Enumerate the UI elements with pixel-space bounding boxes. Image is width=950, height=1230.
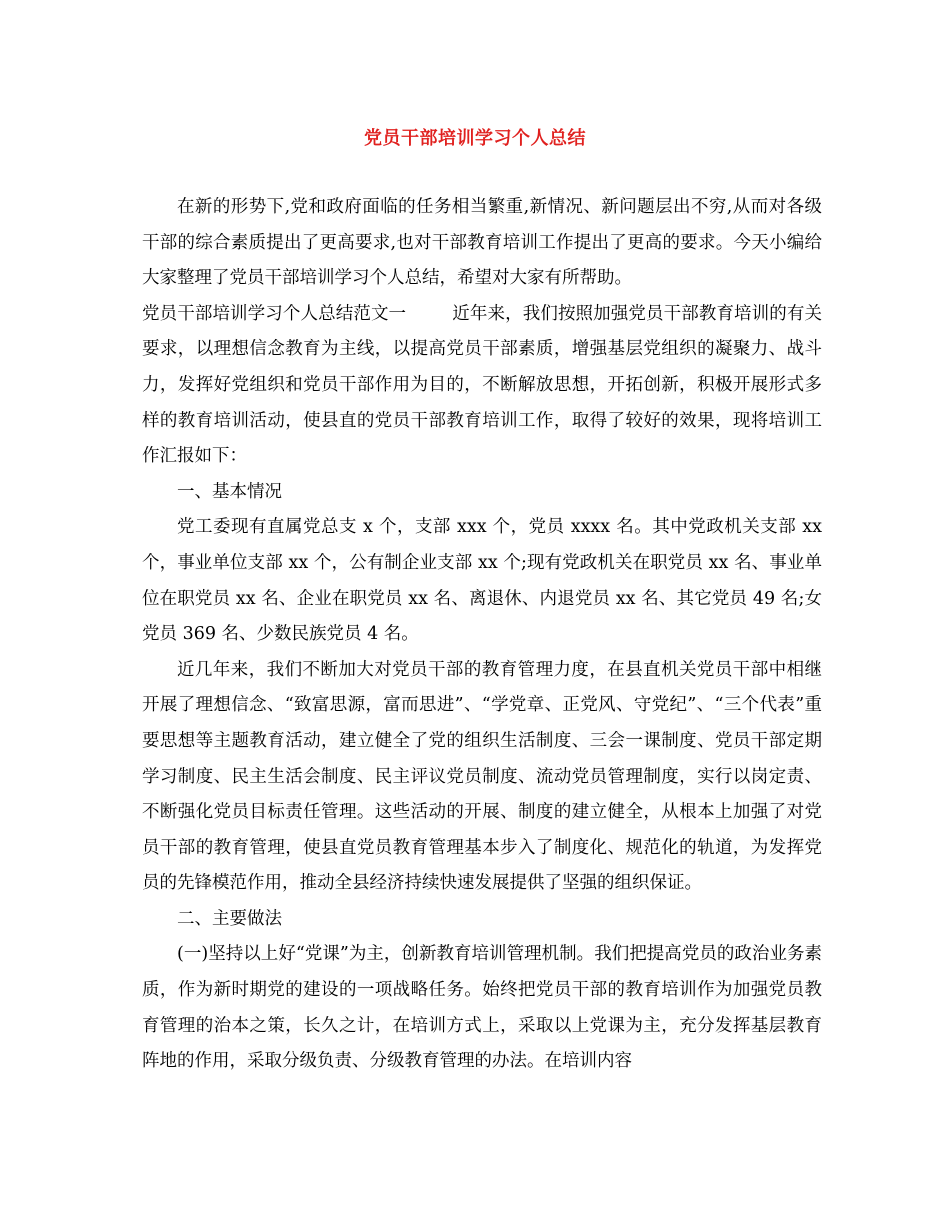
section1-paragraph-1: 党工委现有直属党总支 x 个，支部 xxx 个，党员 xxxx 名。其中党政机关支部 xx 个，事业单位支部 xx 个，公有制企业支部 xx 个;现有党政机关在职党员 xx 名、事业单位在职党员 xx 名、企业在职党员 xx 名、离退休、内退党员 xx 名、其它党员 49 名;女党员 369 名、少数民族党员 4 名。 xyxy=(142,517,822,645)
document-body xyxy=(142,190,822,1080)
section2-paragraph-1: (一)坚持以上好“党课”为主，创新教育培训管理机制。我们把提高党员的政治业务素质，作为新时期党的建设的一项战略任务。始终把党员干部的教育培训作为加强党员教育管理的治本之策，长久之计，在培训方式上，采取以上党课为主，充分发挥基层教育阵地的作用，采取分级负责、分级教育管理的办法。在培训内容 xyxy=(142,944,822,1072)
sample-opening: 近年来，我们按照加强党员干部教育培训的有关要求，以理想信念教育为主线，以提高党员干部素质，增强基层党组织的凝聚力、战斗力，发挥好党组织和党员干部作用为目的，不断解放思想，开拓创新，积极开展形式多样的教育培训活动，使县直的党员干部教育培训工作，取得了较好的效果，现将培训工作汇报如下： xyxy=(142,303,823,467)
document-title: 党员干部培训学习个人总结 xyxy=(364,128,586,149)
section2-heading: 二、主要做法 xyxy=(177,908,282,929)
sample-paragraph xyxy=(142,297,822,475)
section1-paragraph-2: 近几年来，我们不断加大对党员干部的教育管理力度，在县直机关党员干部中相继开展了理想信念、“致富思源，富而思进”、“学党章、正党风、守党纪”、“三个代表”重要思想等主题教育活动，建立健全了党的组织生活制度、三会一课制度、党员干部定期学习制度、民主生活会制度、民主评议党员制度、流动党员管理制度，实行以岗定责、不断强化党员目标责任管理。这些活动的开展、制度的建立健全，从根本上加强了对党员干部的教育管理，使县直党员教育管理基本步入了制度化、规范化的轨道，为发挥党员的先锋模范作用，推动全县经济持续快速发展提供了坚强的组织保证。 xyxy=(142,659,822,894)
sample-heading: 党员干部培训学习个人总结范文一 xyxy=(142,303,407,324)
intro-paragraph: 在新的形势下,党和政府面临的任务相当繁重,新情况、新问题层出不穷,从而对各级干部的综合素质提出了更高要求,也对干部教育培训工作提出了更高的要求。今天小编给大家整理了党员干部培训学习个人总结，希望对大家有所帮助。 xyxy=(142,197,822,289)
section1-heading: 一、基本情况 xyxy=(177,481,282,502)
